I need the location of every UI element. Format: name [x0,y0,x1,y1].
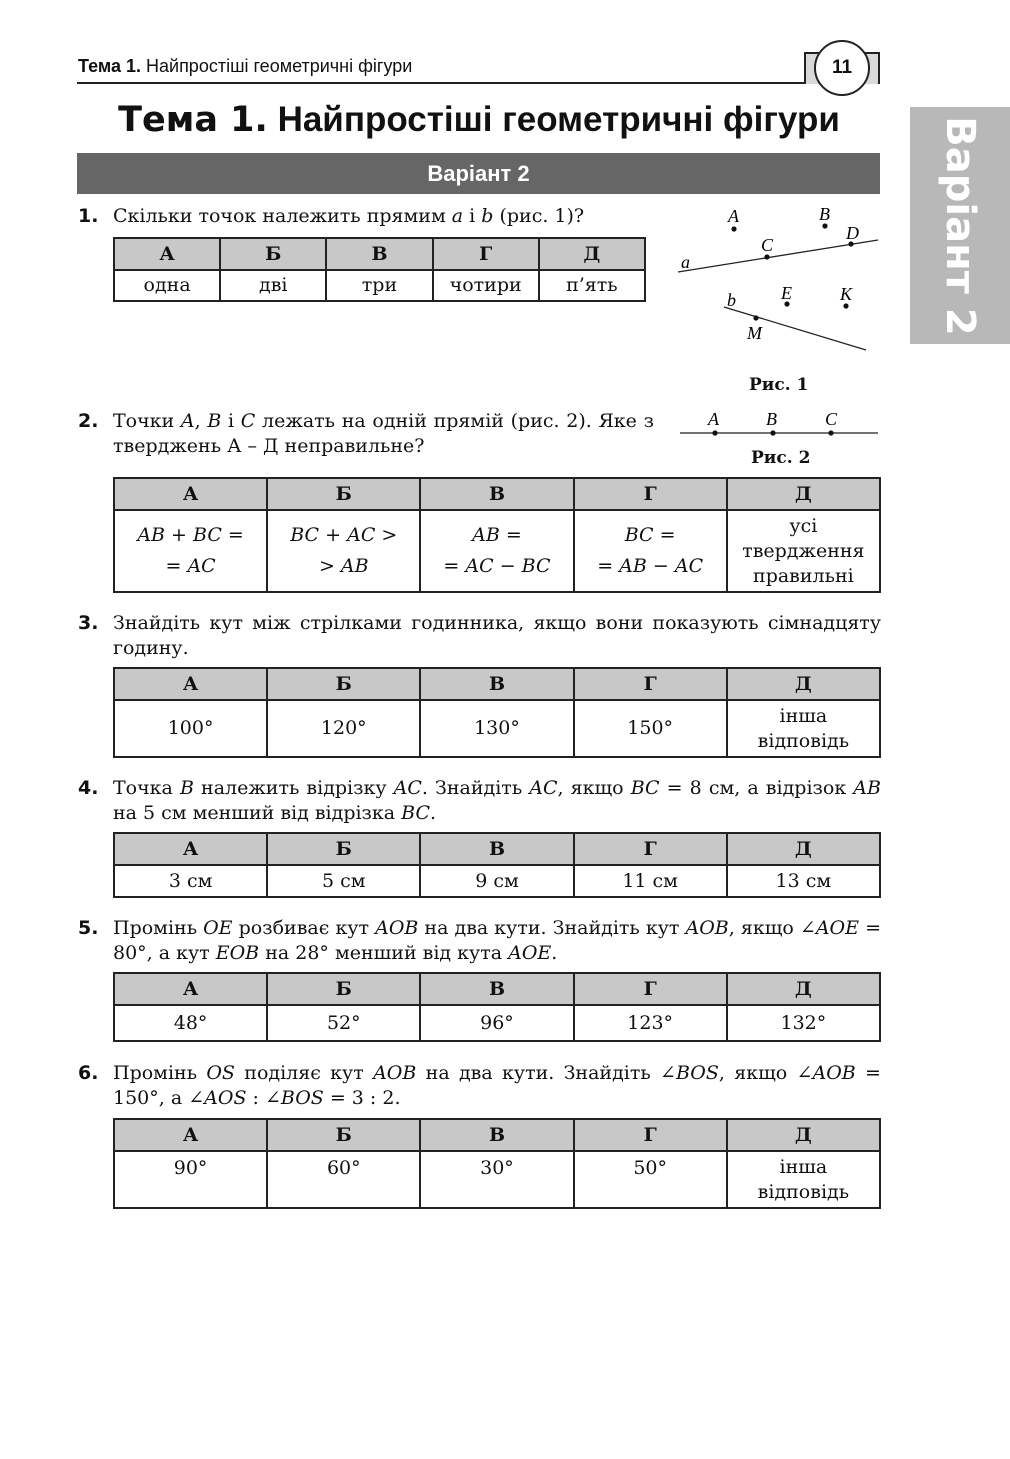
option-header: В [420,833,573,865]
option-header: Г [574,1119,727,1151]
answer-table-5 [113,972,881,1042]
option-header: В [420,973,573,1005]
option-v: 96° [420,1005,573,1041]
figure-2 [676,405,886,445]
option-b: 60° [267,1151,420,1208]
point-A [712,430,717,435]
answer-table-6 [113,1118,881,1209]
option-g: 11 см [574,865,727,897]
option-header: Д [727,478,880,510]
answer-table-1 [113,237,646,302]
option-header: Г [574,478,727,510]
option-a: AB + BC = = AC [114,510,267,592]
option-header: В [420,1119,573,1151]
option-g: 50° [574,1151,727,1208]
question-1 [78,204,658,229]
point-M [753,315,758,320]
option-header: Б [267,478,420,510]
option-header: А [114,833,267,865]
option-d [727,510,880,592]
label-M: M [747,323,762,343]
option-header: Г [433,238,539,270]
question-number: 6. [78,1062,99,1084]
option-header: Г [574,668,727,700]
side-tab-label: Варіант 2 [937,115,983,336]
point-B [822,223,827,228]
option-a: 90° [114,1151,267,1208]
option-d: 132° [727,1005,880,1041]
question-number: 3. [78,612,99,634]
option-g: BC = = AB − AC [574,510,727,592]
label-A: A [728,206,739,226]
question-text: Промінь OE розбиває кут AOB на два кути. Знайдіть кут AOB, якщо ∠AOE = 80°, а кут EOB на 28° менший від кута AOE. [113,917,881,964]
question-3 [78,611,881,661]
answer-table-3 [113,667,881,758]
option-b: 52° [267,1005,420,1041]
option-header: А [114,1119,267,1151]
option-a: 100° [114,700,267,757]
question-2 [78,409,654,459]
question-text: Точка B належить відрізку AC. Знайдіть AC, якщо BC = 8 см, а відрізок AB на 5 см менший від відрізка BC. [113,777,881,824]
question-text: Промінь OS поділяє кут AOB на два кути. Знайдіть ∠BOS, якщо ∠AOB = 150°, а ∠AOS : ∠BOS = 3 : 2. [113,1062,881,1109]
question-number: 2. [78,410,99,432]
option-header: Г [574,973,727,1005]
option-v: 30° [420,1151,573,1208]
header-topic-bold: Тема 1. [78,56,141,76]
figure-1-caption: Рис. 1 [749,375,809,395]
question-6 [78,1061,881,1111]
option-b: 5 см [267,865,420,897]
question-number: 1. [78,205,99,227]
option-b: дві [220,270,326,301]
point-K [843,303,848,308]
option-header: А [114,668,267,700]
option-d: 13 см [727,865,880,897]
question-text: Точки A, B і C лежать на одній прямій (рис. 2). Яке з тверджень А – Д неправильне? [113,410,654,457]
option-d [727,700,880,757]
option-v: 130° [420,700,573,757]
label-K: K [840,284,853,304]
option-a: 3 см [114,865,267,897]
page-title [0,100,958,140]
label-D: D [846,223,859,243]
point-C [764,254,769,259]
label-A: A [708,409,719,429]
question-text: Скільки точок належить прямим a і b (рис. 1)? [113,205,585,227]
option-header: Б [267,1119,420,1151]
title-rest: Найпростіші геометричні фігури [277,100,840,139]
option-g: 150° [574,700,727,757]
label-C: C [761,235,774,255]
option-header: В [326,238,432,270]
question-number: 5. [78,917,99,939]
question-number: 4. [78,777,99,799]
option-v: 9 см [420,865,573,897]
option-header: Г [574,833,727,865]
point-B [770,430,775,435]
header-rule [77,82,880,84]
option-header: В [420,478,573,510]
question-text: Знайдіть кут між стрілками годинника, якщо вони показують сімнадцяту годину. [113,612,881,659]
option-header: Б [267,668,420,700]
label-B: B [766,409,777,429]
running-header [78,56,412,77]
page-number: 11 [814,40,870,96]
question-5 [78,916,881,966]
option-d-line: твердження [742,539,865,562]
option-b: 120° [267,700,420,757]
option-header: Д [727,668,880,700]
option-a: 48° [114,1005,267,1041]
option-header: А [114,238,220,270]
option-header: Б [220,238,326,270]
option-d [727,1151,880,1208]
option-v: AB = = AC − BC [420,510,573,592]
option-header: Б [267,973,420,1005]
option-g: 123° [574,1005,727,1041]
line-a [678,240,878,272]
option-d-line: відповідь [757,1180,850,1203]
point-C [828,430,833,435]
option-d-line: відповідь [757,729,850,752]
option-d-line: правильні [753,564,854,587]
label-C: C [825,409,838,429]
title-bold: Тема 1. [118,100,268,140]
label-E: E [781,283,792,303]
figure-1 [670,200,890,360]
option-header: Б [267,833,420,865]
answer-table-4 [113,832,881,898]
option-d-line: усі [789,514,818,537]
option-g: чотири [433,270,539,301]
option-header: В [420,668,573,700]
option-d-line: інша [779,1155,828,1178]
option-d-line: інша [779,704,828,727]
label-B: B [819,204,830,224]
header-topic: Найпростіші геометричні фігури [146,56,413,76]
figure-2-caption: Рис. 2 [751,448,811,468]
option-v: три [326,270,432,301]
option-b: BC + AC > > AB [267,510,420,592]
line-b [724,307,866,350]
point-A [731,226,736,231]
question-4 [78,776,881,826]
answer-table-2 [113,477,881,593]
option-header: Д [727,973,880,1005]
option-header: А [114,973,267,1005]
variant-banner: Варіант 2 [77,153,880,194]
option-header: А [114,478,267,510]
option-header: Д [727,1119,880,1151]
option-d: п’ять [539,270,645,301]
option-header: Д [727,833,880,865]
label-a: a [681,252,690,272]
label-b: b [727,290,736,310]
option-header: Д [539,238,645,270]
side-tab [910,107,1010,344]
option-a: одна [114,270,220,301]
